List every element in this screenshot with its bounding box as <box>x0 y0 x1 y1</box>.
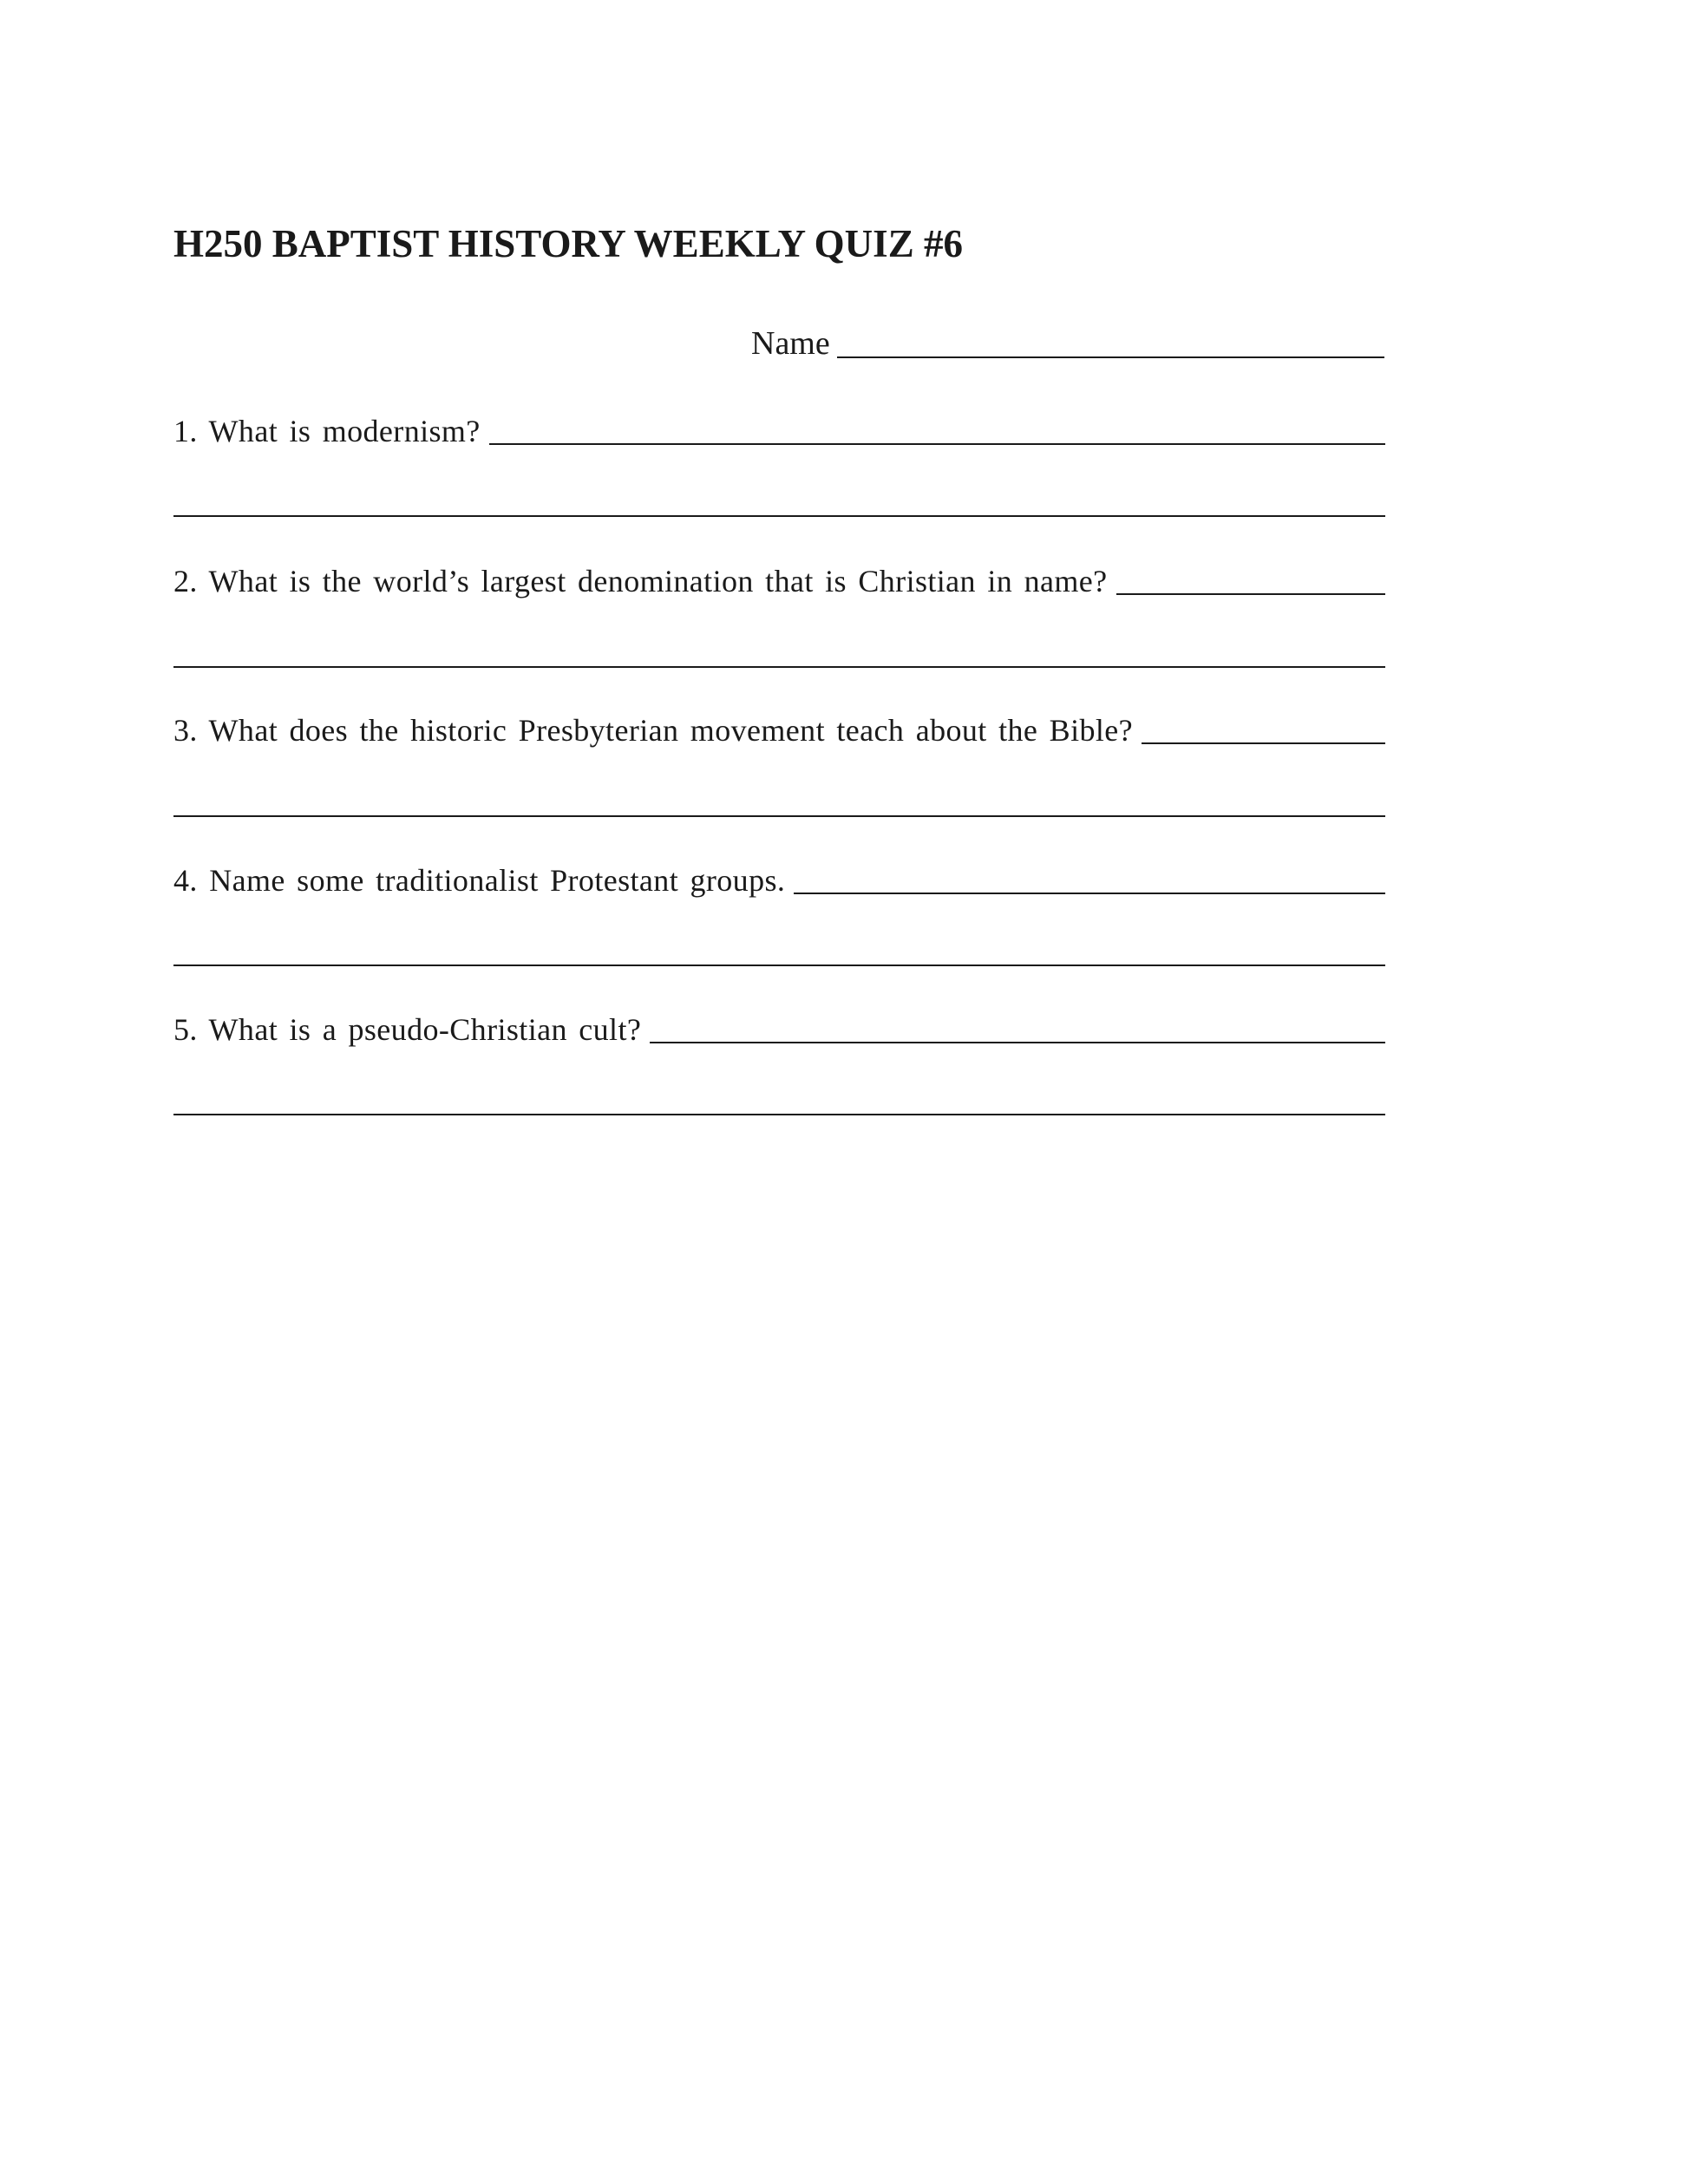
question-3 <box>173 703 1385 746</box>
question-2 <box>173 553 1385 597</box>
name-input-line[interactable] <box>837 356 1384 358</box>
question-2-answer-line-2[interactable] <box>173 666 1385 668</box>
question-1-text: 1. What is modernism? <box>173 414 481 448</box>
question-3-answer-line-2[interactable] <box>173 815 1385 817</box>
question-4-answer-line[interactable] <box>794 893 1385 894</box>
question-3-text: 3. What does the historic Presbyterian movement teach about the Bible? <box>173 713 1134 748</box>
question-4 <box>173 853 1385 896</box>
question-5-answer-line[interactable] <box>650 1042 1385 1043</box>
question-5-text: 5. What is a pseudo-Christian cult? <box>173 1012 642 1047</box>
question-5-answer-line-2[interactable] <box>173 1114 1385 1115</box>
question-3-answer-line[interactable] <box>1142 742 1385 744</box>
question-2-text: 2. What is the world’s largest denomination that is Christian in name? <box>173 564 1108 598</box>
name-field-row <box>751 317 1384 360</box>
question-1 <box>173 403 1385 447</box>
question-4-text: 4. Name some traditionalist Protestant groups. <box>173 863 786 898</box>
question-2-answer-line[interactable] <box>1116 593 1385 595</box>
question-4-answer-line-2[interactable] <box>173 964 1385 966</box>
question-1-answer-line[interactable] <box>489 443 1385 445</box>
page-title: H250 BAPTIST HISTORY WEEKLY QUIZ #6 <box>173 222 963 265</box>
question-1-answer-line-2[interactable] <box>173 515 1385 517</box>
question-5 <box>173 1002 1385 1045</box>
name-label: Name <box>751 325 830 362</box>
